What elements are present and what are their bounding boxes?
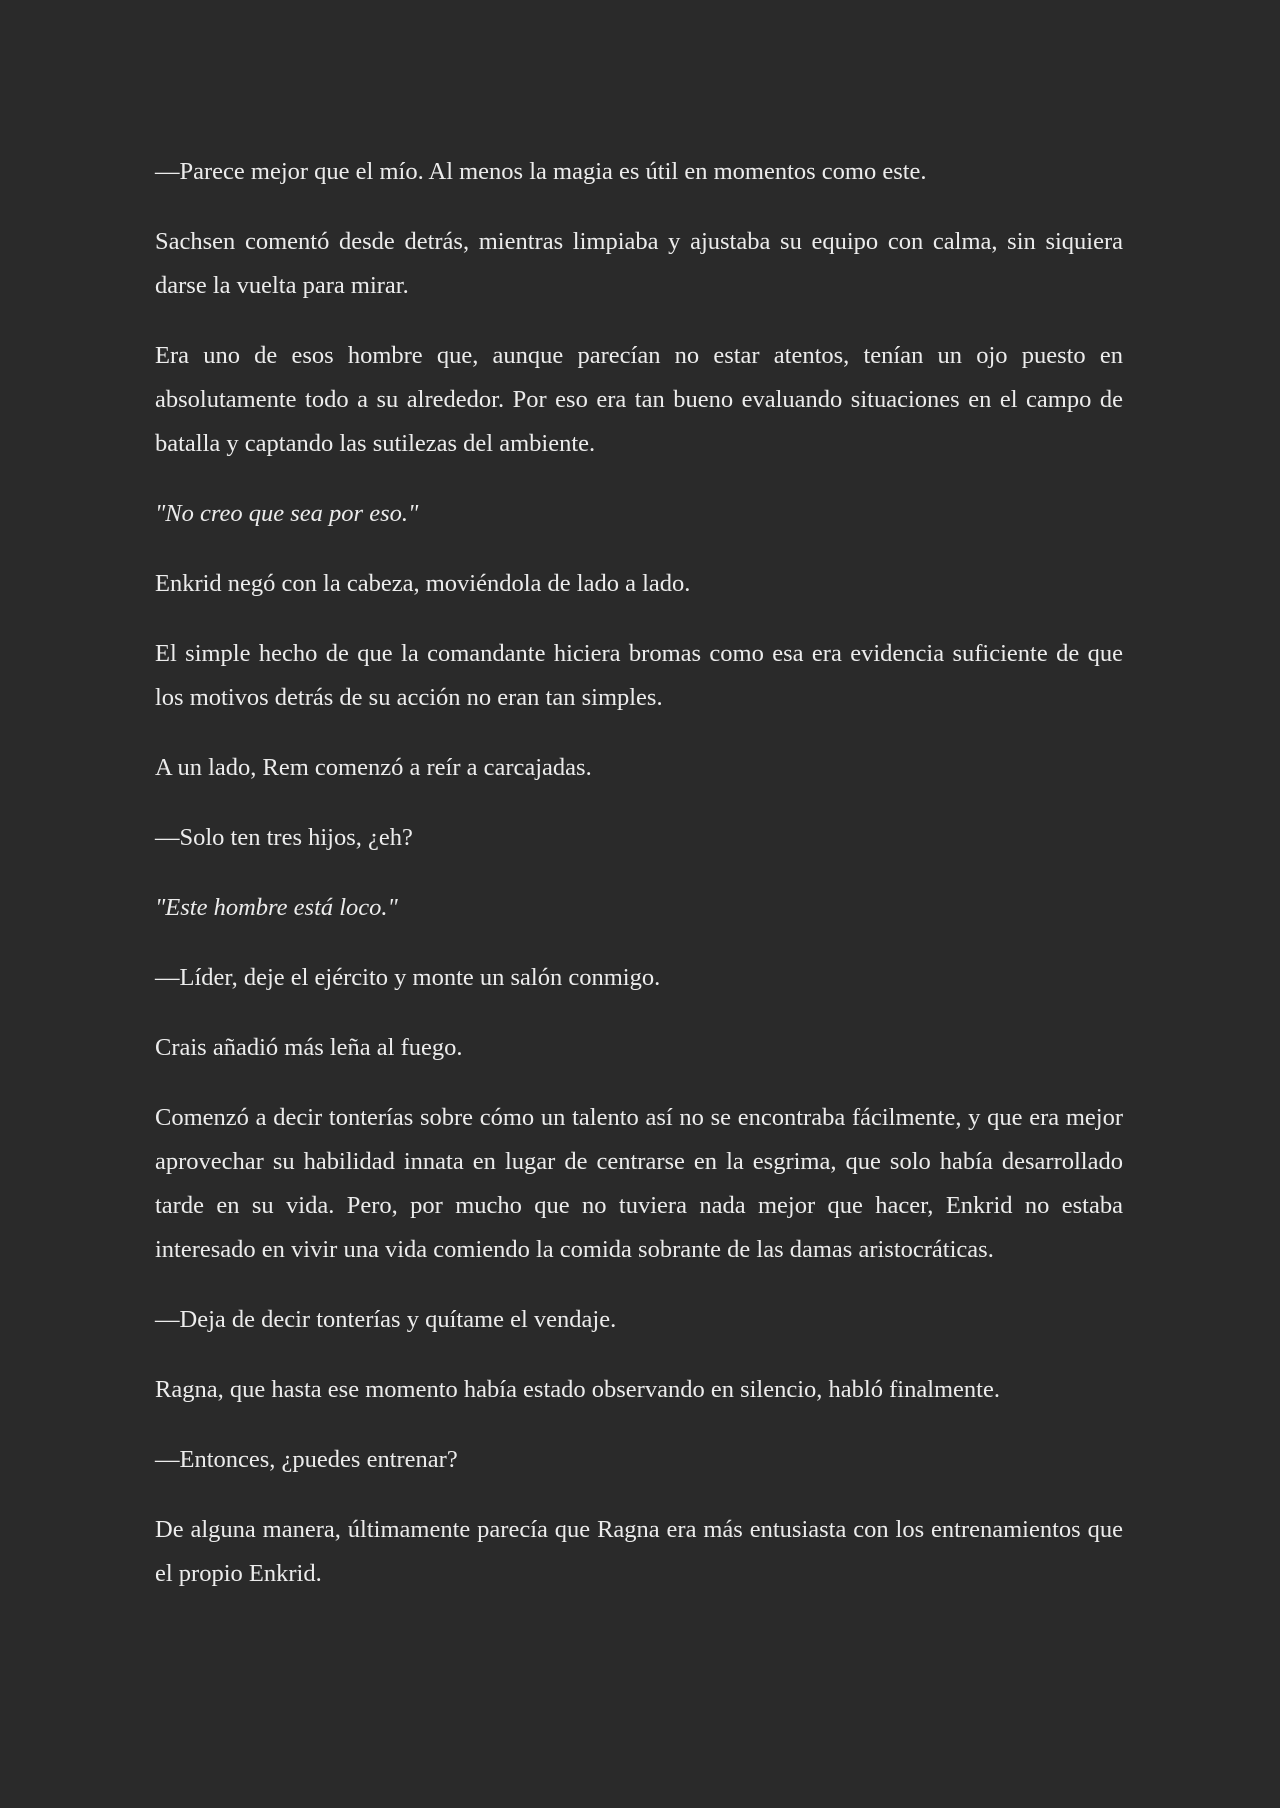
- paragraph-dialogue: —Deja de decir tonterías y quítame el vendaje.: [155, 1306, 617, 1333]
- paragraph-narration: A un lado, Rem comenzó a reír a carcajadas.: [155, 754, 592, 781]
- paragraph-dialogue: —Solo ten tres hijos, ¿eh?: [155, 824, 413, 851]
- paragraph-thought: "Este hombre está loco.": [155, 894, 398, 921]
- paragraph-narration: El simple hecho de que la comandante hiciera bromas como esa era evidencia suficiente de que los motivos detrás de su acción no eran tan simples.: [155, 640, 1123, 711]
- paragraph-narration: Comenzó a decir tonterías sobre cómo un talento así no se encontraba fácilmente, y que era mejor aprovechar su habilidad innata en lugar de centrarse en la esgrima, que solo había desarrollado tarde en su vida. Pero, por mucho que no tuviera nada mejor que hacer, Enkrid no estaba interesado en vivir una vida comiendo la comida sobrante de las damas aristocráticas.: [155, 1104, 1123, 1263]
- paragraph-narration: Enkrid negó con la cabeza, moviéndola de lado a lado.: [155, 570, 691, 597]
- paragraph-narration: De alguna manera, últimamente parecía que Ragna era más entusiasta con los entrenamientos que el propio Enkrid.: [155, 1516, 1123, 1587]
- paragraph-dialogue: —Líder, deje el ejército y monte un salón conmigo.: [155, 964, 661, 991]
- paragraph-narration: Sachsen comentó desde detrás, mientras limpiaba y ajustaba su equipo con calma, sin siquiera darse la vuelta para mirar.: [155, 228, 1123, 299]
- chapter-text: [155, 150, 1123, 1622]
- paragraph-narration: Ragna, que hasta ese momento había estado observando en silencio, habló finalmente.: [155, 1376, 1000, 1403]
- paragraph-dialogue: —Parece mejor que el mío. Al menos la magia es útil en momentos como este.: [155, 158, 927, 185]
- paragraph-narration: Crais añadió más leña al fuego.: [155, 1034, 463, 1061]
- paragraph-dialogue: —Entonces, ¿puedes entrenar?: [155, 1446, 458, 1473]
- paragraph-thought: "No creo que sea por eso.": [155, 500, 419, 527]
- paragraph-narration: Era uno de esos hombre que, aunque parecían no estar atentos, tenían un ojo puesto en absolutamente todo a su alrededor. Por eso era tan bueno evaluando situaciones en el campo de batalla y captando las sutilezas del ambiente.: [155, 342, 1123, 457]
